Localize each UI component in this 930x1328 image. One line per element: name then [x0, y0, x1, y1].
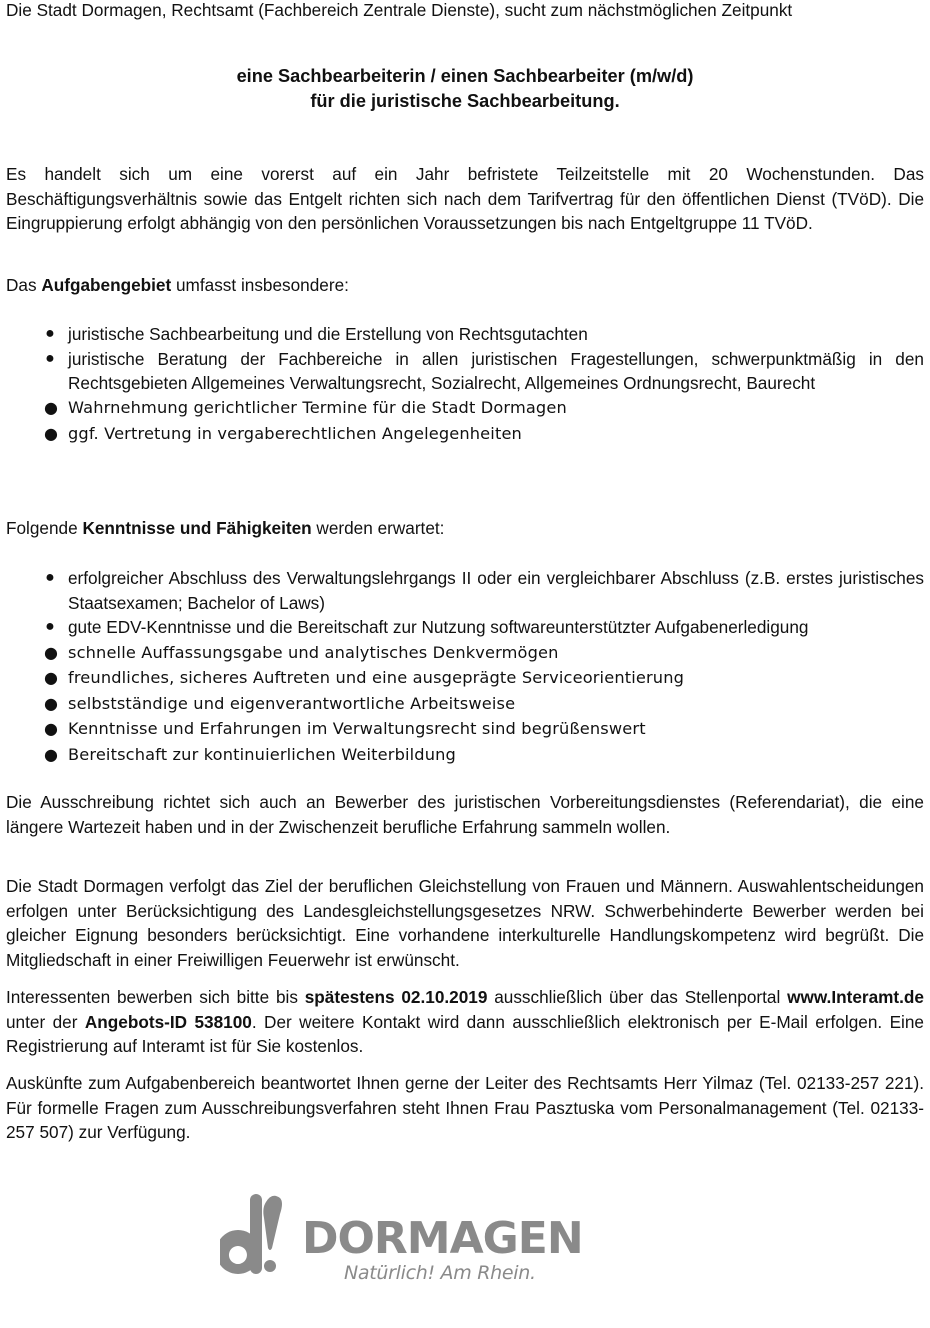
contact-paragraph: Auskünfte zum Aufgabenbereich beantwortet Ihnen gerne der Leiter des Rechtsamts Herr Yilmaz (Tel. 02133-257 221). Für formelle Fragen zum Ausschreibungsverfahren steht Ihnen Frau Pasztuska vom Personalmanagement (Tel. 02133-257 507) zur Verfügung. — [6, 1073, 924, 1142]
bullet-icon: ● — [44, 719, 59, 738]
list-item-text: Wahrnehmung gerichtlicher Termine für die Stadt Dormagen — [68, 397, 567, 417]
bullet-icon: ● — [45, 349, 55, 367]
bullet-icon: ● — [44, 642, 59, 662]
job-title-line-2: für die juristische Sachbearbeitung. — [310, 90, 620, 111]
dormagen-logo — [220, 1190, 583, 1290]
skills-list — [6, 566, 924, 767]
list-item-text: juristische Beratung der Fachbereiche in allen juristischen Fragestellungen, schwerpunktmäßig in den Rechtsgebieten Allgemeines Verwaltungsrecht, Sozialrecht, Allgemeines Ordnungsrecht, Baurecht — [68, 348, 924, 393]
logo-tagline: Natürlich! Am Rhein. — [344, 1262, 536, 1284]
bullet-icon: ● — [44, 397, 59, 417]
apply-text-1: Interessenten bewerben sich bitte bis — [6, 987, 305, 1007]
offer-id: Angebots-ID 538100 — [84, 1011, 252, 1032]
intro-text: Die Stadt Dormagen, Rechtsamt (Fachbereich Zentrale Dienste), sucht zum nächstmöglichen Zeitpunkt — [6, 0, 793, 20]
portal-link[interactable]: www.Interamt.de — [787, 987, 924, 1007]
list-item — [6, 396, 924, 421]
list-item — [6, 322, 924, 347]
bullet-icon: ● — [45, 325, 55, 342]
list-item — [6, 743, 924, 768]
list-item — [6, 347, 924, 396]
equality-paragraph: Die Stadt Dormagen verfolgt das Ziel der beruflichen Gleichstellung von Frauen und Männern. Auswahlentscheidungen erfolgen unter Berücksichtigung des Landesgleichstellungsgesetzes NRW. Schwerbehinderte Bewerber werden bei gleicher Eignung besonders berücksichtigt. Eine vorhandene interkulturelle Handlungskompetenz wird begrüßt. Die Mitgliedschaft in einer Freiwilligen Feuerwehr ist erwünscht. — [6, 876, 924, 970]
skills-lead — [6, 516, 924, 541]
apply-text-4: . Der weitere Kontakt wird dann ausschließlich elektronisch per E-Mail erfolgen. Eine Registrierung auf Interamt ist für Sie kostenlos. — [6, 1011, 924, 1056]
bullet-icon: ● — [45, 569, 55, 586]
skills-lead-pre: Folgende — [6, 518, 83, 538]
logo-name: DORMAGEN — [302, 1213, 583, 1264]
list-item-text: selbstständige und eigenverantwortliche Arbeitsweise — [68, 693, 516, 713]
referendariat-paragraph: Die Ausschreibung richtet sich auch an Bewerber des juristischen Vorbereitungsdienstes (Referendariat), die eine längere Wartezeit haben und in der Zwischenzeit berufliche Erfahrung sammeln wollen. — [6, 792, 924, 837]
employment-paragraph: Es handelt sich um eine vorerst auf ein Jahr befristete Teilzeitstelle mit 20 Wochenstunden. Das Beschäftigungsverhältnis sowie das Entgelt richten sich nach dem Tarifvertrag für den öffentlichen Dienst (TVöD). Die Eingruppierung erfolgt abhängig von den persönlichen Voraussetzungen bis nach Entgeltgruppe 11 TVöD. — [6, 164, 924, 233]
list-item-text: ggf. Vertretung in vergaberechtlichen Angelegenheiten — [68, 424, 522, 443]
bullet-icon: ● — [44, 693, 59, 713]
apply-text-2: ausschließlich über das Stellenportal — [487, 987, 788, 1007]
list-item — [6, 566, 924, 615]
list-item-text: juristische Sachbearbeitung und die Erstellung von Rechtsgutachten — [68, 324, 588, 344]
bullet-icon: ● — [45, 618, 55, 635]
bullet-icon: ● — [44, 744, 59, 764]
deadline: spätestens 02.10.2019 — [304, 987, 488, 1007]
skills-lead-bold: Kenntnisse und Fähigkeiten — [82, 518, 312, 538]
bullet-icon: ● — [44, 668, 59, 687]
tasks-lead — [6, 273, 924, 298]
tasks-lead-pre: Das — [6, 275, 42, 295]
list-item-text: freundliches, sicheres Auftreten und eine ausgeprägte Serviceorientierung — [68, 668, 685, 687]
list-item-text: Bereitschaft zur kontinuierlichen Weiterbildung — [68, 744, 456, 764]
skills-lead-post: werden erwartet: — [311, 518, 445, 538]
list-item-text: gute EDV-Kenntnisse und die Bereitschaft zur Nutzung softwareunterstützter Aufgabenerledigung — [68, 617, 809, 637]
bullet-icon: ● — [44, 424, 59, 443]
list-item — [6, 666, 924, 691]
list-item-text: erfolgreicher Abschluss des Verwaltungslehrgangs II oder ein vergleichbarer Abschluss (z.B. erstes juristisches Staatsexamen; Bachelor of Laws) — [68, 568, 924, 613]
list-item — [6, 422, 924, 447]
list-item — [6, 692, 924, 717]
list-item — [6, 615, 924, 640]
tasks-lead-bold: Aufgabengebiet — [41, 275, 172, 295]
apply-text-3: unter der — [6, 1011, 85, 1032]
job-title — [6, 64, 924, 113]
job-title-line-1: eine Sachbearbeiterin / einen Sachbearbeiter (m/w/d) — [236, 66, 694, 86]
tasks-list — [6, 322, 924, 447]
list-item — [6, 641, 924, 666]
application-paragraph — [6, 985, 924, 1059]
list-item-text: Kenntnisse und Erfahrungen im Verwaltungsrecht sind begrüßenswert — [68, 719, 646, 738]
list-item-text: schnelle Auffassungsgabe und analytisches Denkvermögen — [68, 642, 559, 662]
list-item — [6, 717, 924, 742]
tasks-lead-post: umfasst insbesondere: — [171, 275, 349, 295]
